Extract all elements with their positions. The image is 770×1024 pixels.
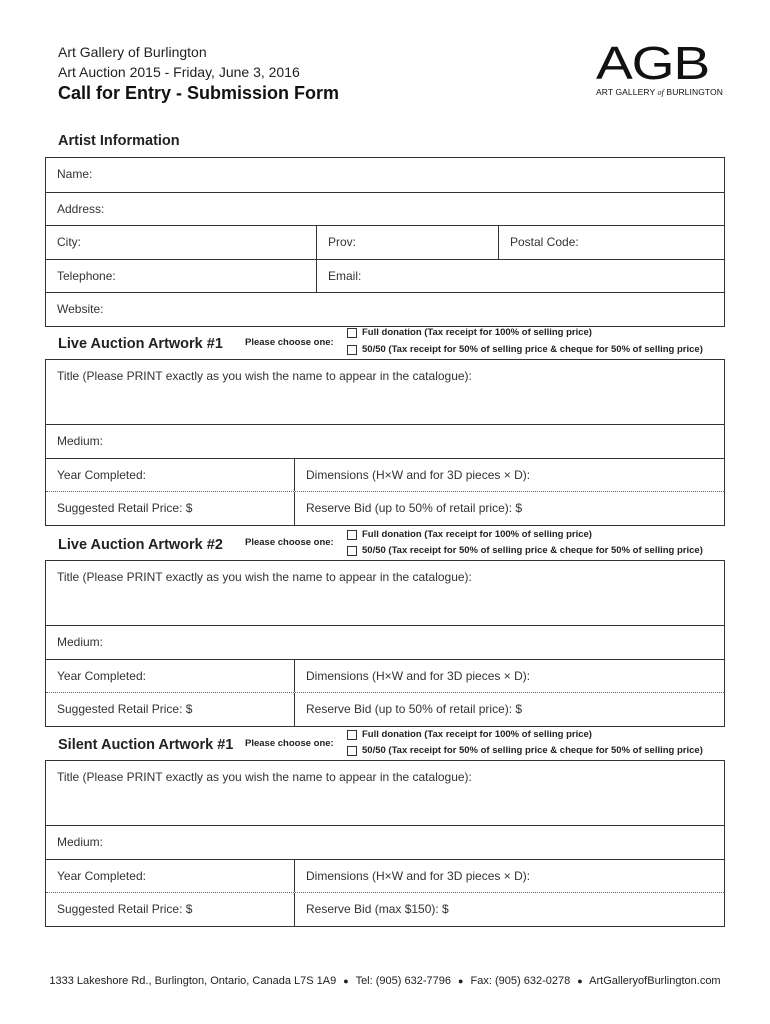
- bullet-icon: ●: [577, 976, 583, 986]
- logo-mark: AGB: [596, 37, 709, 89]
- artwork-1-heading: Live Auction Artwork #1: [58, 336, 223, 352]
- footer-address: 1333 Lakeshore Rd., Burlington, Ontario, Canada L7S 1A9: [49, 975, 337, 987]
- email-field[interactable]: Email:: [316, 260, 724, 293]
- choose-one-label: Please choose one:: [245, 337, 334, 348]
- title-field[interactable]: Title (Please PRINT exactly as you wish the name to appear in the catalogue):: [57, 570, 472, 584]
- split-checkbox[interactable]: [347, 746, 357, 756]
- year-field[interactable]: Year Completed:: [57, 668, 146, 683]
- telephone-field[interactable]: Telephone:: [57, 268, 116, 283]
- artwork-2-heading: Live Auction Artwork #2: [58, 537, 223, 553]
- bullet-icon: ●: [458, 976, 464, 986]
- full-donation-checkbox[interactable]: [347, 328, 357, 338]
- auction-date: Art Auction 2015 - Friday, June 3, 2016: [58, 64, 300, 80]
- choose-one-label: Please choose one:: [245, 537, 334, 548]
- reserve-field[interactable]: Reserve Bid (up to 50% of retail price): $: [294, 693, 724, 726]
- price-field[interactable]: Suggested Retail Price: $: [57, 501, 193, 515]
- address-field[interactable]: Address:: [57, 201, 105, 216]
- website-field[interactable]: Website:: [57, 302, 104, 316]
- year-field[interactable]: Year Completed:: [57, 868, 146, 883]
- medium-field[interactable]: Medium:: [57, 635, 104, 649]
- artwork-2-table: [45, 560, 725, 727]
- split-checkbox[interactable]: [347, 345, 357, 355]
- footer-tel: Tel: (905) 632-7796: [355, 975, 451, 987]
- footer-contact: [0, 975, 770, 987]
- silent-artwork-heading: Silent Auction Artwork #1: [58, 737, 234, 753]
- full-donation-checkbox[interactable]: [347, 530, 357, 540]
- name-field[interactable]: Name:: [57, 167, 93, 181]
- split-option[interactable]: 50/50 (Tax receipt for 50% of selling price & cheque for 50% of selling price): [347, 745, 703, 756]
- reserve-field[interactable]: Reserve Bid (up to 50% of retail price): $: [294, 492, 724, 525]
- medium-field[interactable]: Medium:: [57, 434, 104, 448]
- dimensions-field[interactable]: Dimensions (H×W and for 3D pieces × D):: [294, 860, 724, 893]
- city-field[interactable]: City:: [57, 235, 81, 249]
- title-field[interactable]: Title (Please PRINT exactly as you wish the name to appear in the catalogue):: [57, 770, 472, 784]
- split-checkbox[interactable]: [347, 546, 357, 556]
- footer-website[interactable]: ArtGalleryofBurlington.com: [589, 975, 721, 987]
- gallery-name: Art Gallery of Burlington: [58, 44, 207, 60]
- reserve-field[interactable]: Reserve Bid (max $150): $: [294, 893, 724, 926]
- artwork-1-table: [45, 359, 725, 526]
- footer-fax: Fax: (905) 632-0278: [470, 975, 571, 987]
- bullet-icon: ●: [343, 976, 349, 986]
- full-donation-option[interactable]: Full donation (Tax receipt for 100% of selling price): [347, 327, 592, 338]
- postal-code-field[interactable]: Postal Code:: [498, 226, 724, 259]
- choose-one-label: Please choose one:: [245, 738, 334, 749]
- silent-artwork-table: [45, 760, 725, 927]
- price-field[interactable]: Suggested Retail Price: $: [57, 702, 193, 716]
- artist-info-heading: Artist Information: [58, 133, 180, 149]
- split-option[interactable]: 50/50 (Tax receipt for 50% of selling price & cheque for 50% of selling price): [347, 344, 703, 355]
- full-donation-option[interactable]: Full donation (Tax receipt for 100% of selling price): [347, 529, 592, 540]
- logo-subtitle: ART GALLERY of BURLINGTON: [596, 87, 724, 97]
- artist-info-table: [45, 157, 725, 327]
- year-field[interactable]: Year Completed:: [57, 467, 146, 482]
- price-field[interactable]: Suggested Retail Price: $: [57, 902, 193, 916]
- medium-field[interactable]: Medium:: [57, 835, 104, 849]
- prov-field[interactable]: Prov:: [316, 226, 498, 259]
- form-title: Call for Entry - Submission Form: [58, 83, 340, 103]
- dimensions-field[interactable]: Dimensions (H×W and for 3D pieces × D):: [294, 660, 724, 693]
- title-field[interactable]: Title (Please PRINT exactly as you wish the name to appear in the catalogue):: [57, 369, 472, 383]
- agb-logo: [596, 37, 728, 97]
- full-donation-option[interactable]: Full donation (Tax receipt for 100% of selling price): [347, 729, 592, 740]
- dimensions-field[interactable]: Dimensions (H×W and for 3D pieces × D):: [294, 459, 724, 492]
- split-option[interactable]: 50/50 (Tax receipt for 50% of selling price & cheque for 50% of selling price): [347, 545, 703, 556]
- full-donation-checkbox[interactable]: [347, 730, 357, 740]
